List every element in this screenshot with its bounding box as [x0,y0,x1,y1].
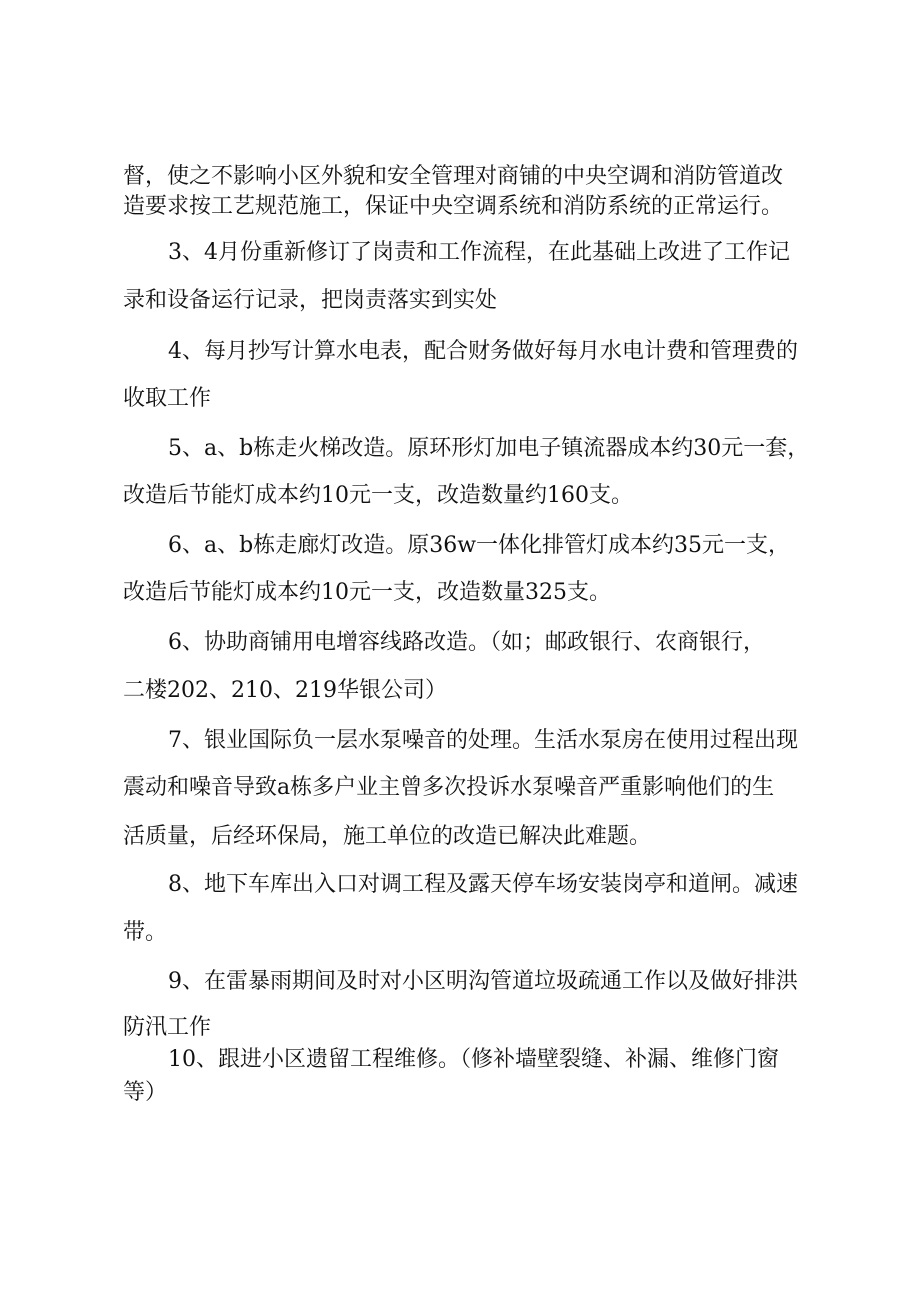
text-line-2: 造要求按工艺规范施工，保证中央空调系统和消防系统的正常运行。 [123,194,784,219]
text-line-10: 改造后节能灯成本约10元一支，改造数量325支。 [123,580,611,605]
text-line-15: 活质量，后经环保局，施工单位的改造已解决此难题。 [123,824,652,849]
text-line-17: 带。 [123,920,168,945]
text-line-19: 防汛工作 [123,1015,212,1040]
text-line-14: 震动和噪音导致a栋多户业主曾多次投诉水泵噪音严重影响他们的生 [123,775,775,800]
text-line-9: 6、a、b栋走廊灯改造。原36w一体化排管灯成本约35元一支， [168,533,791,558]
text-line-11: 6、协助商铺用电增容线路改造。（如；邮政银行、农商银行， [168,630,765,655]
text-line-7: 5、a、b栋走火梯改造。原环形灯加电子镇流器成本约30元一套， [168,436,810,461]
text-line-3: 3、4月份重新修订了岗责和工作流程，在此基础上改进了工作记 [168,240,790,265]
text-line-8: 改造后节能灯成本约10元一支，改造数量约160支。 [123,483,633,508]
text-line-20: 10、跟进小区遗留工程维修。（修补墙壁裂缝、补漏、维修门窗 [168,1047,779,1072]
text-line-12: 二楼202、210、219华银公司） [123,678,447,703]
text-line-13: 7、银业国际负一层水泵噪音的处理。生活水泵房在使用过程出现 [168,728,798,753]
text-line-21: 等） [123,1080,168,1105]
text-line-4: 录和设备运行记录，把岗责落实到实处 [123,288,498,313]
text-line-6: 收取工作 [123,386,212,411]
text-line-5: 4、每月抄写计算水电表，配合财务做好每月水电计费和管理费的 [168,339,798,364]
text-line-1: 督，使之不影响小区外貌和安全管理对商铺的中央空调和消防管道改 [123,164,784,189]
text-line-18: 9、在雷暴雨期间及时对小区明沟管道垃圾疏通工作以及做好排洪 [168,969,798,994]
text-line-16: 8、地下车库出入口对调工程及露天停车场安装岗亭和道闸。减速 [168,872,798,897]
